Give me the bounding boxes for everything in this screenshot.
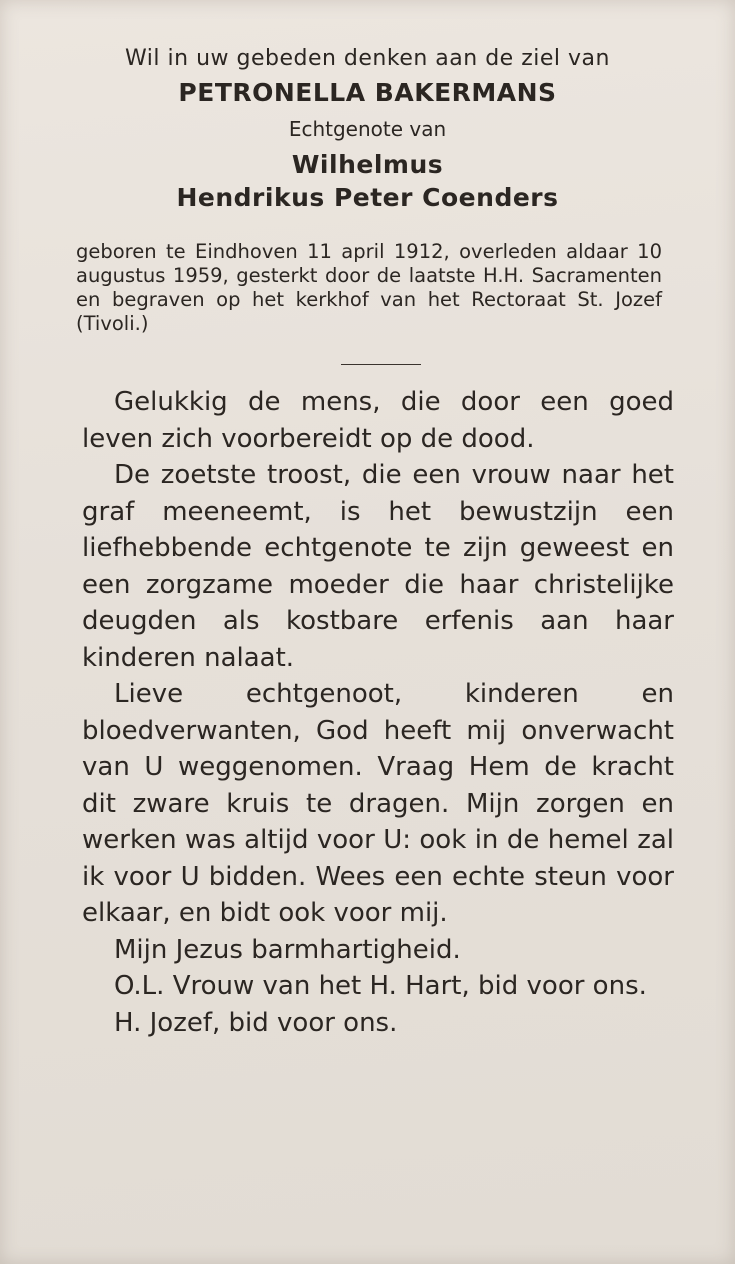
paragraph-5: O.L. Vrouw van het H. Hart, bid voor ons. [114, 971, 647, 1001]
deceased-name: PETRONELLA BAKERMANS [178, 78, 557, 107]
divider-rule [341, 364, 421, 365]
paragraph-1: Gelukkig de mens, die door een goed leven zich voorbereidt op de dood. [82, 387, 674, 454]
card-header [70, 44, 665, 214]
paragraph-4: Mijn Jezus barmhartigheid. [114, 934, 461, 965]
paragraph-2: De zoetste troost, die een vrouw naar het graf meeneemt, is het bewustzijn een liefhebbende echtgenote te zijn geweest en een zorgzame moeder die haar christelijke deugden als kostbare erfenis aan haar kinderen nalaat. [82, 460, 674, 673]
prayer-text [82, 384, 674, 1041]
paragraph-6: H. Jozef, bid voor ons. [114, 1007, 398, 1038]
paragraph-3: Lieve echtgenoot, kinderen en bloedverwanten, God heeft mij onverwacht van U weggenomen. Vraag Hem de kracht dit zware kruis te dragen. Mijn zorgen en werken was altijd voor U: ook in de hemel zal ik voor U bidden. Wees een echte steun voor elkaar, en bidt ook voor mij. [82, 679, 674, 928]
intro-line: Wil in uw gebeden denken aan de ziel van [125, 46, 610, 71]
spouse-name-line-1: Wilhelmus [291, 150, 444, 179]
spouse-label: Echtgenote van [288, 117, 447, 141]
life-details: geboren te Eindhoven 11 april 1912, overleden aldaar 10 augustus 1959, gesterkt door de laatste H.H. Sacramenten en begraven op het kerkhof van het Rectoraat St. Jozef (Tivoli.) [76, 240, 662, 335]
spouse-name-line-2: Hendrikus Peter Coenders [176, 183, 559, 212]
